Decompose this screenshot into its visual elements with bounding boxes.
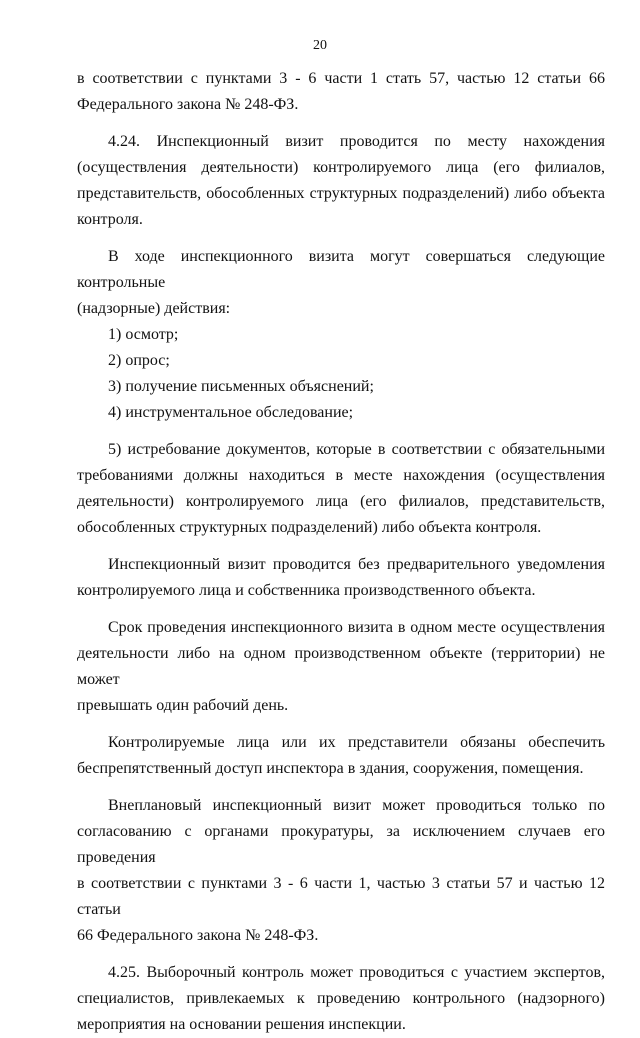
text-line: специалистов, привлекаемых к проведению контрольного (надзорного) xyxy=(77,990,605,1007)
list-item: 2) опрос; xyxy=(108,352,170,369)
paragraph-duration xyxy=(77,615,605,719)
text-line: в соответствии с пунктами 3 - 6 части 1, частью 3 статьи 57 и частью 12 статьи xyxy=(77,875,605,918)
text-line: деятельности) контролируемого лица (его филиалов, представительств, xyxy=(77,493,605,510)
text-line: мероприятия на основании решения инспекции. xyxy=(77,1016,406,1033)
text-line: 5) истребование документов, которые в соответствии с обязательными xyxy=(108,441,605,458)
paragraph-access xyxy=(77,730,605,782)
text-line: превышать один рабочий день. xyxy=(77,697,289,714)
text-line: В ходе инспекционного визита могут совершаться следующие контрольные xyxy=(77,248,605,291)
text-line: обособленных структурных подразделений) либо объекта контроля. xyxy=(77,519,542,536)
text-line: 66 Федерального закона № 248-ФЗ. xyxy=(77,927,319,944)
paragraph-actions-intro xyxy=(77,244,605,322)
list-item: 1) осмотр; xyxy=(108,326,179,343)
list-item-5 xyxy=(77,437,605,541)
paragraph-no-notice xyxy=(77,552,605,604)
document-body xyxy=(77,66,605,1038)
text-line: Контролируемые лица или их представители обязаны обеспечить xyxy=(108,734,605,751)
text-line: (осуществления деятельности) контролируемого лица (его филиалов, xyxy=(77,159,605,176)
paragraph-unscheduled-visit xyxy=(77,793,605,949)
text-line: 4.25. Выборочный контроль может проводиться с участием экспертов, xyxy=(108,964,605,981)
page-number: 20 xyxy=(313,38,327,53)
text-line: беспрепятственный доступ инспектора в здания, сооружения, помещения. xyxy=(77,760,584,777)
text-line: 4.24. Инспекционный визит проводится по месту нахождения xyxy=(108,133,605,150)
paragraph-4-24 xyxy=(77,129,605,233)
paragraph-4-25 xyxy=(77,960,605,1038)
text-line: Инспекционный визит проводится без предварительного уведомления xyxy=(108,556,605,573)
list-item: 3) получение письменных объяснений; xyxy=(108,378,374,395)
text-line: Срок проведения инспекционного визита в одном месте осуществления xyxy=(108,619,605,636)
text-line: (надзорные) действия: xyxy=(77,300,231,317)
text-line: представительств, обособленных структурных подразделений) либо объекта xyxy=(77,185,605,202)
text-line: согласованию с органами прокуратуры, за исключением случаев его проведения xyxy=(77,823,605,866)
text-line: в соответствии с пунктами 3 - 6 части 1 стать 57, частью 12 статьи 66 xyxy=(77,70,605,87)
text-line: контроля. xyxy=(77,211,143,228)
paragraph-continuation xyxy=(77,66,605,118)
list-item: 4) инструментальное обследование; xyxy=(108,404,354,421)
text-line: Внеплановый инспекционный визит может проводиться только по xyxy=(108,797,605,814)
text-line: Федерального закона № 248-ФЗ. xyxy=(77,96,299,113)
text-line: требованиями должны находиться в месте нахождения (осуществления xyxy=(77,467,605,484)
text-line: деятельности либо на одном производственном объекте (территории) не может xyxy=(77,645,605,688)
text-line: контролируемого лица и собственника производственного объекта. xyxy=(77,582,536,599)
